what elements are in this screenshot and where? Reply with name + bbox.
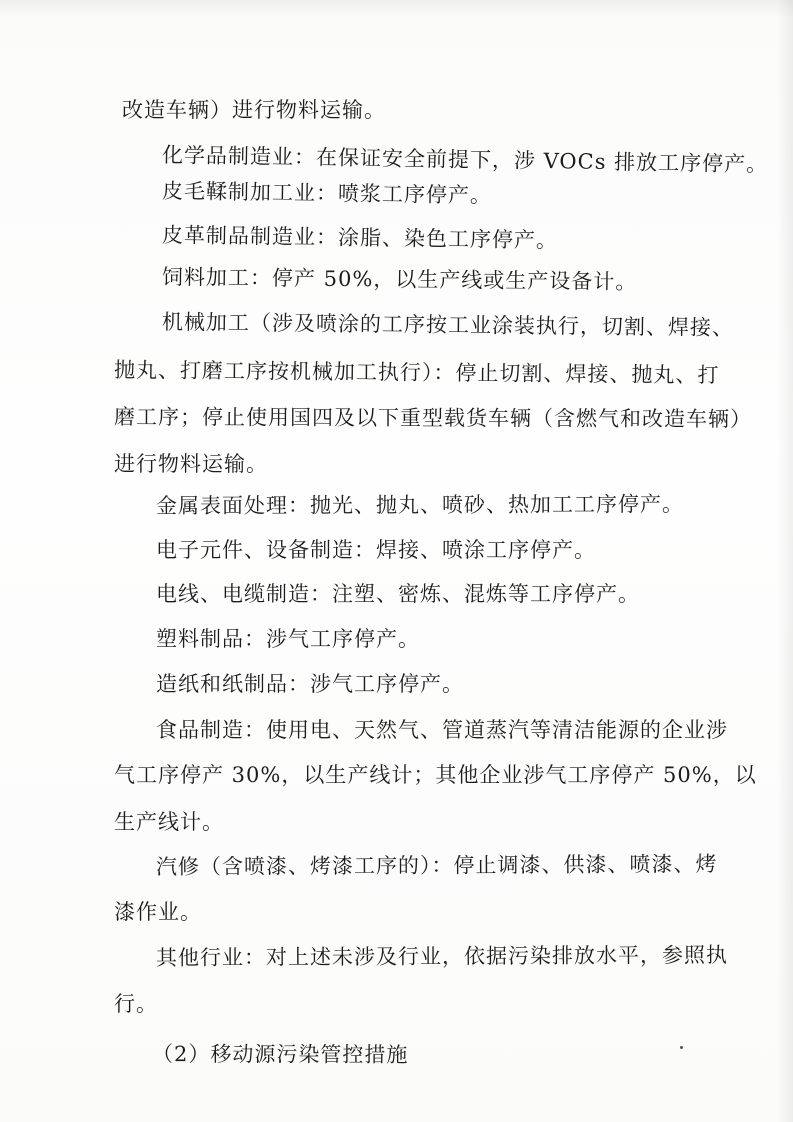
- text-line-9: 进行物料运输。: [114, 452, 268, 476]
- text-line-4: 皮革制品制造业：涂脂、染色工序停产。: [161, 223, 559, 253]
- text-line-19: 漆作业。: [114, 900, 202, 924]
- text-line-12: 电线、电缆制造：注塑、密炼、混炼等工序停产。: [156, 582, 640, 606]
- text-line-3: 皮毛鞣制加工业：喷浆工序停产。: [161, 179, 493, 208]
- text-line-10: 金属表面处理：抛光、抛丸、喷砂、热加工工序停产。: [155, 492, 685, 518]
- section-heading: （2）移动源污染管控措施: [151, 1042, 409, 1067]
- text-line-18: 汽修（含喷漆、烤漆工序的）：停止调漆、供漆、喷漆、烤: [155, 852, 718, 879]
- text-line-15: 食品制造：使用电、天然气、管道蒸汽等清洁能源的企业涉: [156, 718, 728, 742]
- text-line-13: 塑料制品：涉气工序停产。: [156, 627, 420, 651]
- text-line-17: 生产线计。: [114, 810, 224, 834]
- text-line-21: 行。: [114, 992, 158, 1016]
- text-line-7: 抛丸、打磨工序按机械加工执行）：停止切割、焊接、抛丸、打: [113, 358, 720, 388]
- scan-speck: [680, 1046, 683, 1049]
- text-line-14: 造纸和纸制品：涉气工序停产。: [156, 672, 464, 696]
- text-line-20: 其他行业：对上述未涉及行业，依据污染排放水平，参照执: [155, 943, 729, 970]
- scan-shadow-right: [777, 0, 793, 1122]
- text-line-1: 改造车辆）进行物料运输。: [122, 98, 386, 122]
- text-line-6: 机械加工（涉及喷涂的工序按工业涂装执行，切割、焊接、: [161, 310, 735, 340]
- text-line-11: 电子元件、设备制造：焊接、喷涂工序停产。: [156, 538, 596, 562]
- text-line-8: 磨工序；停止使用国四及以下重型载货车辆（含燃气和改造车辆）: [113, 405, 753, 432]
- text-line-2: 化学品制造业：在保证安全前提下，涉 VOCs 排放工序停产。: [161, 143, 769, 177]
- text-line-5: 饲料加工：停产 50%，以生产线或生产设备计。: [161, 265, 638, 294]
- text-line-16: 气工序停产 30%，以生产线计；其他企业涉气工序停产 50%，以: [114, 763, 757, 787]
- scan-shadow-top: [0, 0, 793, 18]
